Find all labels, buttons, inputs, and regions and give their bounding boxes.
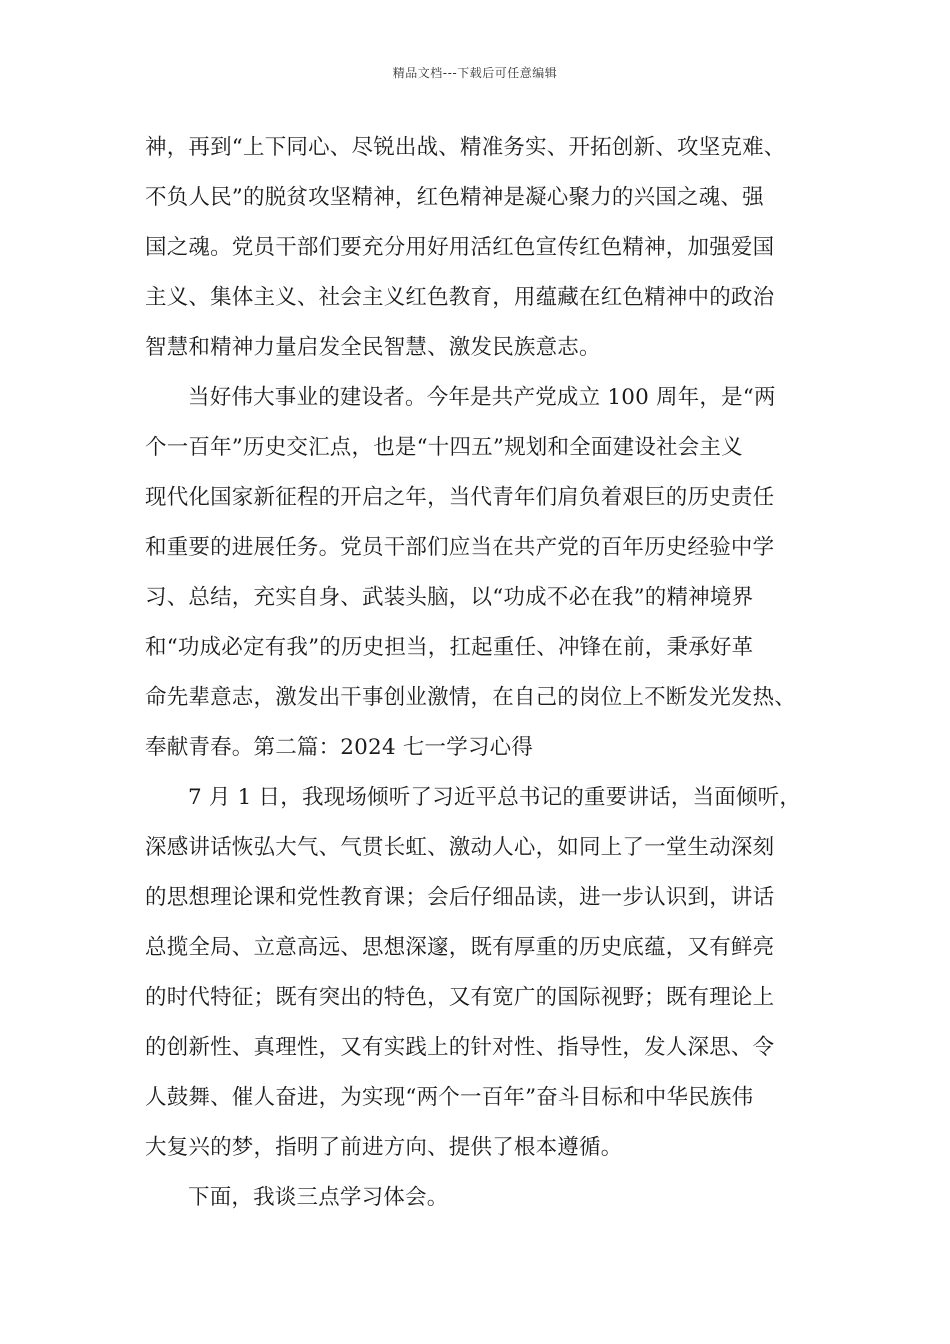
page-header: 精品文档---下载后可任意编辑 [392, 66, 558, 80]
text-line: 7 月 1 日，我现场倾听了习近平总书记的重要讲话，当面倾听， [188, 785, 802, 810]
text-line: 不负人民”的脱贫攻坚精神，红色精神是凝心聚力的兴国之魂、强 [145, 185, 764, 210]
text-line: 奉献青春。第二篇：2024 七一学习心得 [145, 735, 534, 760]
text-line: 的思想理论课和党性教育课；会后仔细品读，进一步认识到，讲话 [145, 885, 775, 910]
text-line: 下面，我谈三点学习体会。 [188, 1185, 449, 1210]
text-line: 和重要的进展任务。党员干部们应当在共产党的百年历史经验中学 [145, 535, 775, 560]
text-line: 主义、集体主义、社会主义红色教育，用蕴藏在红色精神中的政治 [145, 285, 775, 310]
text-line: 深感讲话恢弘大气、气贯长虹、激动人心，如同上了一堂生动深刻 [145, 835, 775, 860]
text-line: 人鼓舞、催人奋进，为实现“两个一百年”奋斗目标和中华民族伟 [145, 1085, 754, 1110]
text-line: 总揽全局、立意高远、思想深邃，既有厚重的历史底蕴，又有鲜亮 [145, 935, 775, 960]
text-line: 神，再到“上下同心、尽锐出战、精准务实、开拓创新、攻坚克难、 [145, 135, 786, 160]
text-line: 大复兴的梦，指明了前进方向、提供了根本遵循。 [145, 1135, 623, 1160]
text-line: 的创新性、真理性，又有实践上的针对性、指导性，发人深思、令 [145, 1035, 775, 1060]
text-line: 现代化国家新征程的开启之年，当代青年们肩负着艰巨的历史责任 [145, 485, 775, 510]
text-line: 习、总结，充实自身、武装头脑，以“功成不必在我”的精神境界 [145, 585, 754, 610]
text-line: 智慧和精神力量启发全民智慧、激发民族意志。 [145, 335, 601, 360]
text-line: 的时代特征；既有突出的特色，又有宽广的国际视野；既有理论上 [145, 985, 775, 1010]
text-line: 国之魂。党员干部们要充分用好用活红色宣传红色精神，加强爱国 [145, 235, 775, 260]
text-line: 命先辈意志，激发出干事创业激情，在自己的岗位上不断发光发热、 [145, 685, 797, 710]
text-line: 个一百年”历史交汇点，也是“十四五”规划和全面建设社会主义 [145, 435, 743, 460]
text-line: 和“功成必定有我”的历史担当，扛起重任、冲锋在前，秉承好革 [145, 635, 754, 660]
text-line: 当好伟大事业的建设者。今年是共产党成立 100 周年，是“两 [188, 385, 776, 410]
